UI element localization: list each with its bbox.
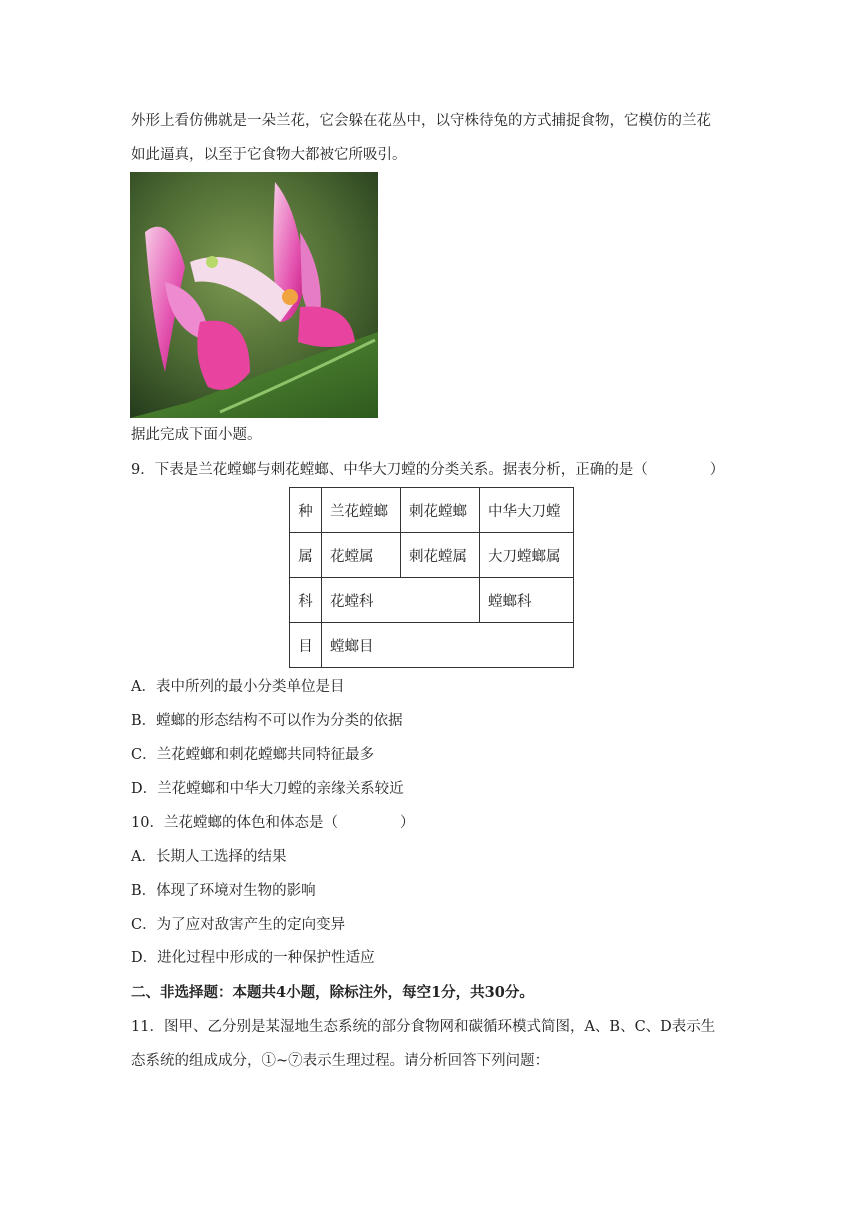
question-10-text: 10．兰花螳螂的体色和体态是（: [131, 815, 338, 831]
rank-family: 科: [290, 578, 322, 623]
question-9-stem: [131, 460, 724, 480]
q10-option-a[interactable]: A．长期人工选择的结果: [131, 849, 287, 865]
cell-species-3: 中华大刀螳: [480, 488, 574, 533]
question-10-close: ）: [399, 815, 415, 831]
question-10-stem: [131, 813, 414, 833]
rank-order: 目: [290, 623, 322, 668]
cell-family-2: 螳螂科: [480, 578, 574, 623]
q9-option-a[interactable]: A．表中所列的最小分类单位是目: [131, 679, 345, 695]
q10-option-b[interactable]: B．体现了环境对生物的影响: [131, 883, 316, 899]
question-9-close: ）: [709, 462, 725, 478]
table-row-order: [290, 623, 574, 668]
cell-order: 螳螂目: [322, 623, 574, 668]
intro-line-2: 如此逼真，以至于它食物大都被它所吸引。: [131, 147, 407, 163]
q9-option-c[interactable]: C．兰花螳螂和刺花螳螂共同特征最多: [131, 747, 375, 763]
table-row-genus: [290, 533, 574, 578]
intro-line-1: 外形上看仿佛就是一朵兰花，它会躲在花丛中，以守株待兔的方式捕捉食物，它模仿的兰花: [131, 113, 711, 129]
cell-genus-2: 刺花螳属: [401, 533, 480, 578]
classification-table: [289, 487, 574, 668]
table-row-species: [290, 488, 574, 533]
cell-species-2: 刺花螳螂: [401, 488, 480, 533]
rank-genus: 属: [290, 533, 322, 578]
q9-option-b[interactable]: B．螳螂的形态结构不可以作为分类的依据: [131, 713, 403, 729]
cell-genus-3: 大刀螳螂属: [480, 533, 574, 578]
table-row-family: [290, 578, 574, 623]
instruction-text: 据此完成下面小题。: [131, 427, 262, 443]
question-11-line-1: 11．图甲、乙分别是某湿地生态系统的部分食物网和碳循环模式简图，A、B、C、D表示生: [131, 1019, 716, 1035]
q10-option-d[interactable]: D．进化过程中形成的一种保护性适应: [131, 950, 375, 966]
orchid-mantis-photo: [130, 172, 378, 418]
rank-species: 种: [290, 488, 322, 533]
q10-option-c[interactable]: C．为了应对敌害产生的定向变异: [131, 917, 346, 933]
question-11-line-2: 态系统的组成成分，①~⑦表示生理过程。请分析回答下列问题：: [131, 1053, 550, 1069]
cell-species-1: 兰花螳螂: [322, 488, 401, 533]
section-2-heading: 二、非选择题：本题共4小题，除标注外，每空1分，共30分。: [131, 984, 534, 1001]
cell-genus-1: 花螳属: [322, 533, 401, 578]
question-9-text: 9．下表是兰花螳螂与刺花螳螂、中华大刀螳的分类关系。据表分析，正确的是（: [131, 462, 648, 478]
q9-option-d[interactable]: D．兰花螳螂和中华大刀螳的亲缘关系较近: [131, 781, 404, 797]
cell-family-1: 花螳科: [322, 578, 480, 623]
